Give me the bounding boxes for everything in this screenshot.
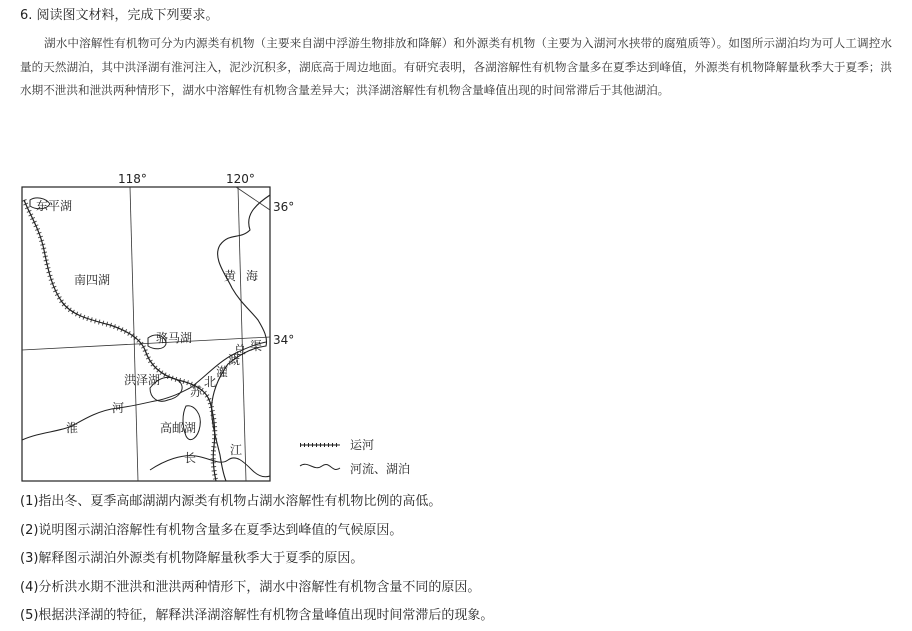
lat-label-36: 36° bbox=[273, 200, 295, 214]
label-bei: 北 bbox=[204, 375, 217, 389]
lon-label-120: 120° bbox=[226, 172, 255, 186]
lat-label-34: 34° bbox=[273, 333, 295, 347]
question-list bbox=[20, 488, 493, 631]
label-zong: 总 bbox=[234, 343, 247, 357]
sub-question-2: (2)说明图示湖泊溶解性有机物含量多在夏季达到峰值的气候原因。 bbox=[20, 522, 403, 538]
label-jiang: 江 bbox=[230, 443, 243, 457]
label-huai-2: 河 bbox=[112, 401, 125, 415]
map-frame bbox=[22, 187, 270, 481]
label-luoma-lake: 骆马湖 bbox=[156, 331, 193, 345]
label-qu: 渠 bbox=[250, 339, 263, 353]
coastline bbox=[212, 195, 270, 481]
legend-canal-label: 运河 bbox=[350, 438, 375, 452]
chang-river bbox=[150, 456, 270, 477]
meridian-120 bbox=[238, 187, 246, 481]
legend-canal bbox=[300, 438, 374, 452]
label-sea-2: 海 bbox=[246, 269, 259, 283]
map-svg bbox=[0, 170, 440, 490]
question-title: 6. 阅读图文材料，完成下列要求。 bbox=[20, 8, 219, 23]
legend-river bbox=[300, 461, 410, 476]
label-nansi-lake: 南四湖 bbox=[74, 273, 111, 287]
label-su: 苏 bbox=[190, 385, 203, 399]
legend-river-line bbox=[300, 464, 340, 469]
sub-question-5: (5)根据洪泽湖的特征，解释洪泽湖溶解性有机物含量峰值出现时间常滞后的现象。 bbox=[20, 608, 494, 623]
label-sea-1: 黄 bbox=[224, 269, 237, 283]
parallel-34 bbox=[22, 337, 270, 350]
label-chang: 长 bbox=[184, 451, 197, 465]
legend-river-label: 河流、湖泊 bbox=[350, 462, 411, 476]
label-dongping-lake: 东平湖 bbox=[36, 199, 73, 213]
sub-question-4: (4)分析洪水期不泄洪和泄洪两种情形下，湖水中溶解性有机物含量不同的原因。 bbox=[20, 579, 481, 595]
label-guan: 灌 bbox=[216, 365, 229, 379]
lon-label-118: 118° bbox=[118, 172, 147, 186]
label-gai: 溉 bbox=[228, 353, 241, 367]
sub-question-1: (1)指出冬、夏季高邮湖湖内源类有机物占湖水溶解性有机物比例的高低。 bbox=[20, 494, 442, 509]
material-paragraph bbox=[20, 32, 892, 103]
lake-map bbox=[0, 170, 440, 490]
label-huai-1: 淮 bbox=[66, 421, 79, 435]
material-text: 湖水中溶解性有机物可分为内源类有机物（主要来自湖中浮游生物排放和降解）和外源类有机物（主要为入湖河水挟带的腐殖质等）。如图所示湖泊均为可人工调控水量的天然湖泊，其中洪泽湖有淮河注入，泥沙沉积多，湖底高于周边地面。有研究表明，各湖溶解性有机物含量多在夏季达到峰值，外源类有机物降解量秋季大于夏季；洪水期不泄洪和泄洪两种情形下，湖水中溶解性有机物含量差异大；洪泽湖溶解性有机物含量峰值出现的时间常滞后于其他湖泊。 bbox=[20, 36, 892, 97]
sub-question-3: (3)解释图示湖泊外源类有机物降解量秋季大于夏季的原因。 bbox=[20, 551, 364, 566]
label-gaoyou-lake: 高邮湖 bbox=[160, 421, 197, 435]
label-hongze-lake: 洪泽湖 bbox=[124, 373, 161, 387]
